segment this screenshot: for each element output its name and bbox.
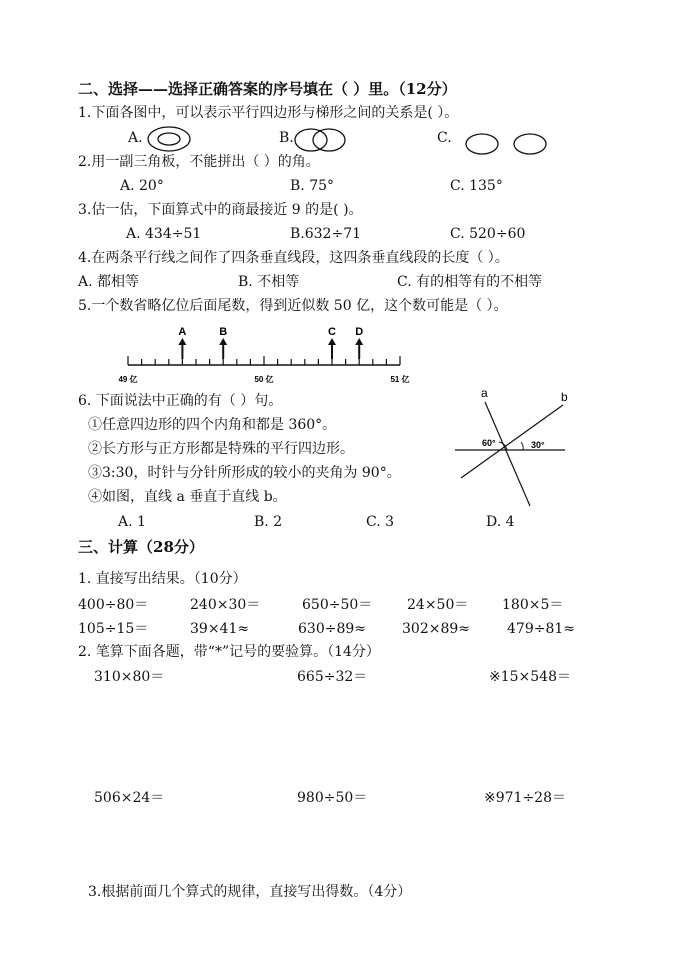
- q2-option-c: C. 135°: [450, 178, 503, 194]
- angle-30-label: 30°: [531, 440, 545, 450]
- q1-option-a-label: A.: [128, 130, 143, 146]
- q2-option-b: B. 75°: [290, 178, 335, 194]
- q3-option-a: A. 434÷51: [126, 226, 202, 242]
- p1-r1-c4: 24×50＝: [407, 597, 469, 613]
- q1-stem: 1.下面各图中，可以表示平行四边形与梯形之间的关系是( ）。: [78, 105, 459, 121]
- q4-option-a: A. 都相等: [78, 274, 140, 290]
- q4-option-b: B. 不相等: [238, 274, 300, 290]
- intersecting-lines-figure: [455, 386, 585, 515]
- q6-option-a: A. 1: [118, 514, 146, 530]
- q6-statement-1: ①任意四边形的四个内角和都是 360°。: [88, 417, 337, 433]
- q3-stem: 3.估一估，下面算式中的商最接近 9 的是( )。: [78, 202, 363, 218]
- q6-option-d: D. 4: [486, 514, 515, 530]
- q2-stem: 2.用一副三角板，不能拼出（ ）的角。: [78, 154, 320, 170]
- p1-r2-c3: 630÷89≈: [298, 621, 366, 637]
- section3-heading: 三、计算（28分）: [78, 538, 204, 556]
- q6-statement-2: ②长方形与正方形都是特殊的平行四边形。: [88, 441, 354, 457]
- p2-r1-c2: 665÷32＝: [297, 669, 368, 685]
- p2-title: 2. 笔算下面各题，带“*”记号的要验算。（14分）: [78, 644, 380, 660]
- p1-title: 1. 直接写出结果。（10分）: [78, 571, 247, 587]
- line-b: [461, 405, 563, 478]
- overlapping-ellipses-icon: [293, 126, 349, 154]
- angle-60-label: 60°: [482, 438, 496, 448]
- arrow-a-label: A: [178, 326, 187, 338]
- angle-arc-30: [521, 442, 523, 450]
- number-line-label-51: 51 亿: [390, 375, 410, 384]
- p1-r1-c1: 400÷80＝: [78, 597, 149, 613]
- p1-r1-c3: 650÷50＝: [302, 597, 373, 613]
- p2-r2-c2: 980÷50＝: [297, 790, 368, 806]
- number-line-label-50: 50 亿: [254, 375, 274, 384]
- line-b-label: b: [561, 390, 568, 404]
- q6-statement-4: ④如图，直线 a 垂直于直线 b。: [88, 489, 287, 505]
- q1-option-c-label: C.: [437, 130, 452, 146]
- arrow-c-head: [328, 338, 336, 345]
- line-a-label: a: [481, 386, 488, 400]
- q3-option-c: C. 520÷60: [450, 226, 526, 242]
- number-line-label-49: 49 亿: [118, 375, 138, 384]
- q6-option-c: C. 3: [366, 514, 395, 530]
- q5-stem: 5.一个数省略亿位后面尾数，得到近似数 50 亿，这个数可能是（ ）。: [78, 298, 508, 314]
- number-line: [110, 322, 420, 386]
- arrow-b-head: [219, 338, 227, 345]
- q6-option-b: B. 2: [254, 514, 283, 530]
- q6-stem: 6. 下面说法中正确的有（ ）句。: [78, 393, 283, 409]
- section2-heading: 二、选择——选择正确答案的序号填在（ ）里。（12分）: [78, 80, 457, 98]
- arrow-c-label: C: [328, 326, 336, 338]
- arrow-d-label: D: [355, 326, 364, 338]
- nested-ellipses-icon: [146, 124, 192, 154]
- arrow-d-head: [355, 338, 363, 345]
- p1-r2-c1: 105÷15＝: [78, 621, 149, 637]
- p1-r2-c4: 302×89≈: [402, 621, 470, 637]
- p1-r1-c2: 240×30＝: [190, 597, 261, 613]
- q4-option-c: C. 有的相等有的不相等: [397, 274, 543, 290]
- q1-option-b-label: B.: [279, 130, 294, 146]
- p2-r1-c3: ※15×548＝: [489, 669, 571, 685]
- p2-r2-c1: 506×24＝: [94, 790, 165, 806]
- p2-r1-c1: 310×80＝: [94, 669, 165, 685]
- q3-option-b: B.632÷71: [290, 226, 362, 242]
- separate-ellipses-icon: [464, 132, 550, 158]
- line-a: [485, 402, 530, 506]
- p1-r1-c5: 180×5＝: [502, 597, 564, 613]
- p1-r2-c5: 479÷81≈: [507, 621, 575, 637]
- arrow-b-label: B: [219, 326, 228, 338]
- p2-r2-c3: ※971÷28＝: [484, 790, 566, 806]
- p1-r2-c2: 39×41≈: [190, 621, 250, 637]
- p3-title: 3.根据前面几个算式的规律，直接写出得数。（4分）: [88, 884, 412, 900]
- arrow-a-head: [178, 338, 186, 345]
- q4-stem: 4.在两条平行线之间作了四条垂直线段，这四条垂直线段的长度（ ）。: [78, 250, 509, 266]
- q2-option-a: A. 20°: [120, 178, 164, 194]
- q6-statement-3: ③3:30，时针与分针所形成的较小的夹角为 90°。: [88, 465, 401, 481]
